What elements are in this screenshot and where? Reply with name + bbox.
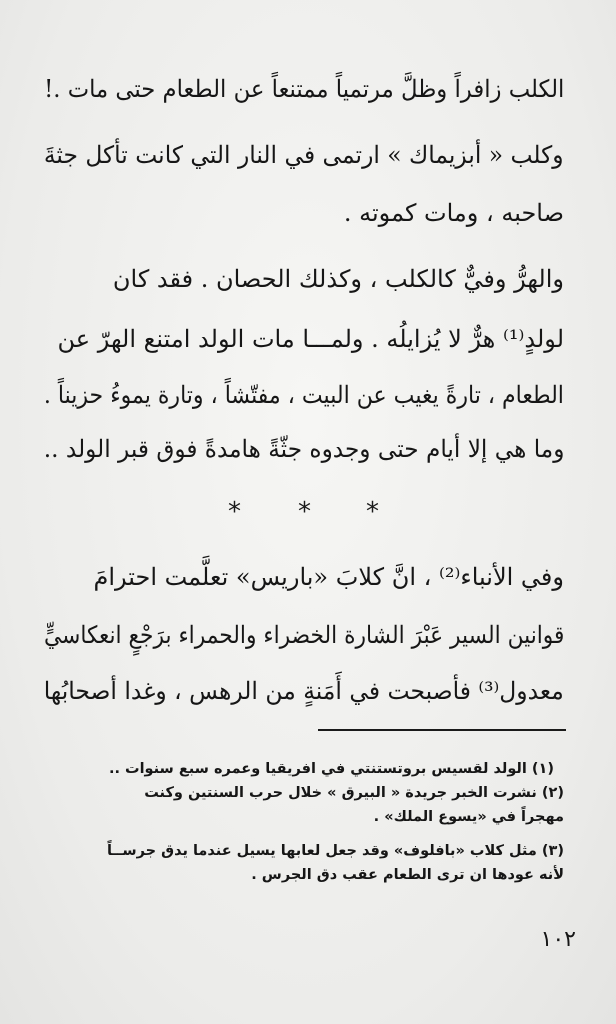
footnote-line: (٢) نشرت الخبر جريدة « البيرق » خلال حرب السنتين وكنت bbox=[144, 785, 564, 801]
footnote-line: لأنه عودها ان ترى الطعام عقب دق الجرس . bbox=[251, 867, 564, 883]
body-line: لولدٍ⁽¹⁾ هرٌّ لا يُزايلُه . ولمـــا مات الولد امتنع الهرّ عن bbox=[57, 325, 564, 353]
footnote-line: (٣) مثل كلاب «بافلوف» وقد جعل لعابها يسيل عندما يدق جرســاً bbox=[107, 843, 564, 859]
page-number: ١٠٢ bbox=[540, 927, 576, 952]
section-separator bbox=[0, 495, 616, 529]
separator-star: * bbox=[228, 497, 241, 527]
body-line: والهرُّ وفيٌّ كالكلب ، وكذلك الحصان . فقد كان bbox=[112, 265, 564, 293]
body-line: وما هي إلا أيام حتى وجدوه جثّةً هامدةً فوق قبر الولد .. bbox=[43, 435, 564, 463]
body-line: الكلب زافراً وظلَّ مرتمياً ممتنعاً عن الطعام حتى مات .! bbox=[43, 75, 564, 103]
body-line: صاحبه ، ومات كموته . bbox=[343, 199, 564, 227]
body-line: معدول⁽³⁾ فأصبحت في أَمَنةٍ من الرهس ، وغدا أصحابُها bbox=[44, 677, 564, 705]
footnote-line: مهجراً في «يسوع الملك» . bbox=[373, 809, 564, 825]
body-line: وفي الأنباء⁽²⁾ ، انَّ كلابَ «باريس» تعلَّمت احترامَ bbox=[93, 563, 564, 591]
body-line: قوانين السير عَبْرَ الشارة الخضراء والحمراء برَجْعٍ انعكاسيٍّ bbox=[43, 621, 564, 649]
body-line: وكلب « أبزيماك » ارتمى في النار التي كانت تأكل جثةَ bbox=[44, 141, 564, 169]
footnote-divider bbox=[318, 729, 566, 731]
body-line: الطعام ، تارةً يغيب عن البيت ، مفتّشاً ، وتارة يموءُ حزيناً . bbox=[43, 381, 564, 409]
footnote-line: (١) الولد لقسيس بروتستنتي في افريقيا وعمره سبع سنوات .. bbox=[108, 761, 554, 777]
separator-star: * bbox=[298, 497, 311, 527]
separator-star: * bbox=[366, 497, 379, 527]
